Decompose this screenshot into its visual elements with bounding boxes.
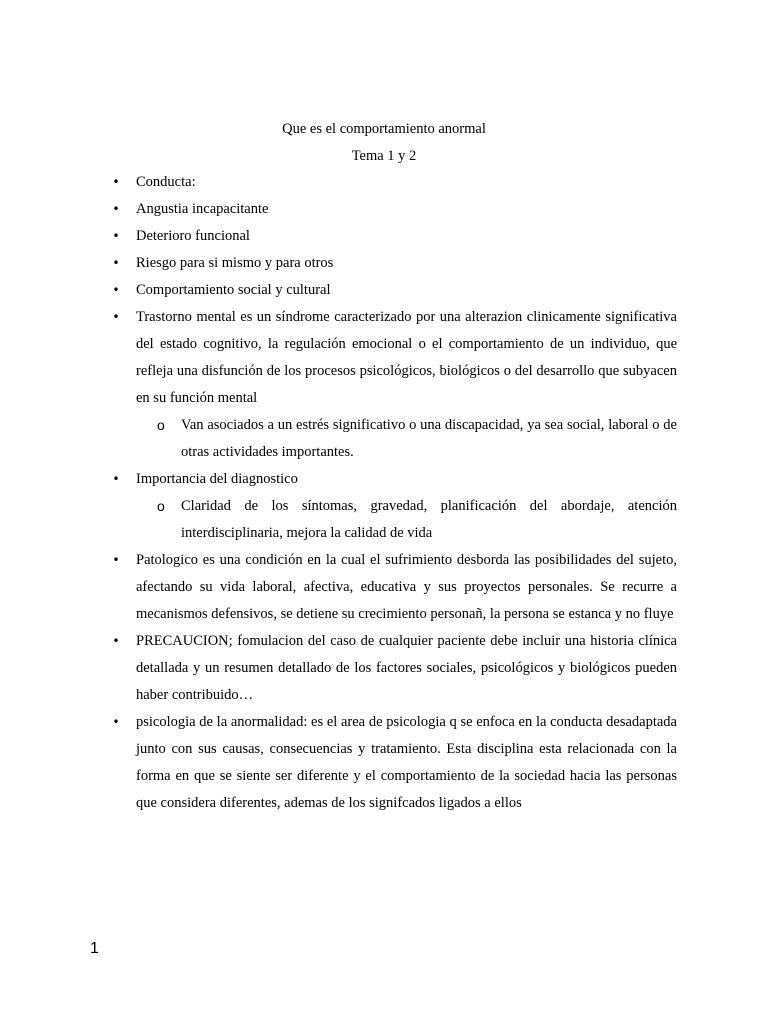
bullet-icon: • [112,715,120,729]
list-item [112,250,677,277]
list-item-text: Conducta: [136,174,196,190]
bullet-icon: • [112,202,120,216]
bullet-icon: • [112,283,120,297]
bullet-icon: • [112,634,120,648]
list-item [112,466,677,547]
list-item [112,709,677,817]
list-item [112,169,677,196]
list-item-text: psicologia de la anormalidad: es el area de psicologia q se enfoca en la conducta desadaptada junto con sus causas, consecuencias y tratamiento. Esta disciplina esta relacionada con la forma en que se siente ser diferente y el comportamiento de la sociedad hacia las personas que considera diferentes, ademas de los signifcados ligados a ellos [136,714,677,811]
sub-bullet-icon: o [157,417,165,433]
document-subtitle: Tema 1 y 2 [351,148,417,164]
list-item [112,304,677,466]
list-item [112,547,677,628]
list-item-text: Comportamiento social y cultural [136,282,331,298]
sub-bullet-icon: o [157,498,165,514]
sub-list [136,412,677,466]
list-item-text: Riesgo para si mismo y para otros [136,255,334,271]
bullet-icon: • [112,472,120,486]
list-item [112,223,677,250]
bullet-icon: • [112,256,120,270]
sub-list-item [157,493,677,547]
bullet-icon: • [112,310,120,324]
list-item [112,196,677,223]
sub-list-item-text: Van asociados a un estrés significativo o una discapacidad, ya sea social, laboral o de otras actividades importantes. [181,417,677,460]
bullet-icon: • [112,553,120,567]
bullet-list [112,169,677,817]
sub-list [136,493,677,547]
bullet-icon: • [112,175,120,189]
list-item [112,277,677,304]
list-item-text: Patologico es una condición en la cual el sufrimiento desborda las posibilidades del sujeto, afectando su vida laboral, afectiva, educativa y sus proyectos personales. Se recurre a mecanismos defensivos, se detiene su crecimiento personañ, la persona se estanca y no fluye [136,552,677,622]
list-item [112,628,677,709]
bullet-icon: • [112,229,120,243]
page-number: 1 [90,940,99,957]
list-item-text: Trastorno mental es un síndrome caracterizado por una alterazion clinicamente significativa del estado cognitivo, la regulación emocional o el comportamiento de un individuo, que refleja una disfunción de los procesos psicológicos, biológicos o del desarrollo que subyacen en su función mental [136,309,677,406]
sub-list-item-text: Claridad de los síntomas, gravedad, planificación del abordaje, atención interdisciplinaria, mejora la calidad de vida [181,498,677,541]
list-item-text: PRECAUCION; fomulacion del caso de cualquier paciente debe incluir una historia clínica detallada y un resumen detallado de los factores sociales, psicológicos y biológicos pueden haber contribuido… [136,633,677,703]
list-item-text: Importancia del diagnostico [136,471,298,487]
sub-list-item [157,412,677,466]
document-title: Que es el comportamiento anormal [282,121,486,137]
list-item-text: Angustia incapacitante [136,201,269,217]
list-item-text: Deterioro funcional [136,228,250,244]
